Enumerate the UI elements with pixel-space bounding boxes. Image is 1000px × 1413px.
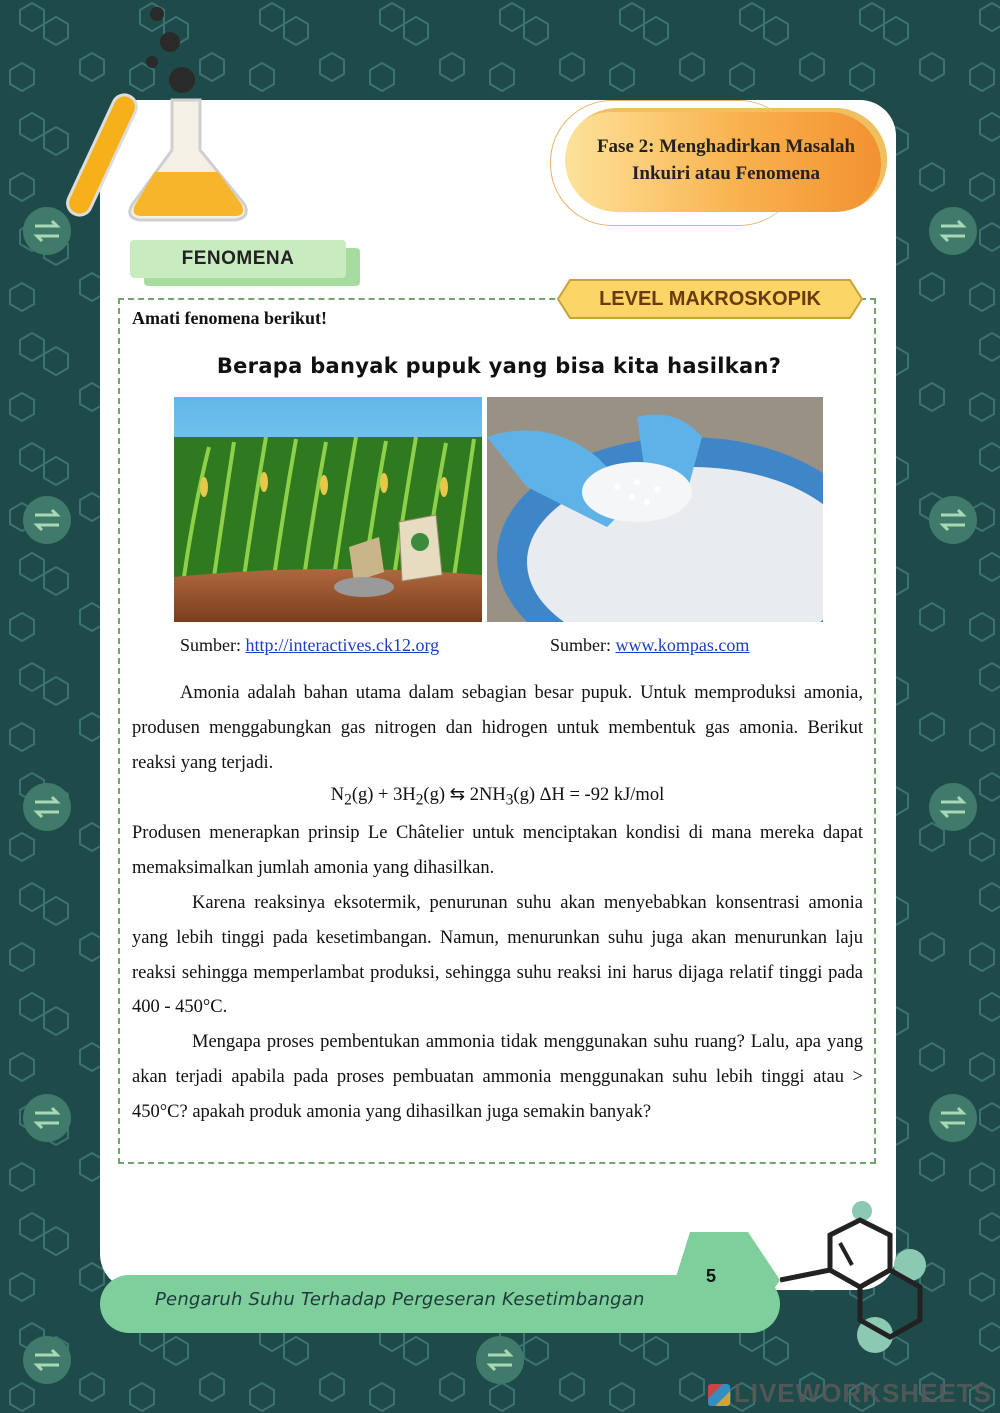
page-number: 5 — [706, 1266, 717, 1286]
paragraph-4: Mengapa proses pembentukan ammonia tidak menggunakan suhu ruang? Lalu, apa yang akan terjadi apabila pada proses pembuatan ammonia menggunakan suhu lebih tinggi atau > 450°C? apakah produk amonia yang dihasilkan juga semakin banyak? — [132, 1032, 863, 1122]
paragraph-2: Produsen menerapkan prinsip Le Châtelier untuk menciptakan kondisi di mana mereka dapat memaksimalkan jumlah amonia yang dihasilkan. — [132, 823, 863, 878]
eq-mid-1: (g) + 3H — [351, 785, 416, 805]
liveworksheets-logo-icon — [708, 1384, 730, 1406]
eq-mid-2: (g) ⇆ 2NH — [423, 785, 506, 805]
liveworksheets-watermark — [708, 1378, 992, 1409]
swap-arrows-icon — [928, 206, 978, 256]
source-caption-left — [180, 635, 439, 656]
fenomena-tab: FENOMENA — [130, 240, 346, 278]
eq-h-sub: 2 — [415, 791, 424, 809]
watermark-text: LIVEWORKSHEETS — [733, 1378, 992, 1408]
swap-arrows-icon — [22, 1335, 72, 1385]
fertilizer-gloves-image — [487, 397, 823, 622]
swap-arrows-icon — [928, 495, 978, 545]
page-number-arrow — [660, 1232, 780, 1328]
swap-arrows-icon — [22, 495, 72, 545]
fase-header — [565, 108, 887, 212]
source-link-kompas[interactable]: www.kompas.com — [615, 635, 750, 655]
reaction-equation — [132, 784, 863, 810]
molecule-decoration-icon — [780, 1195, 930, 1355]
eq-end: (g) ΔH = -92 kJ/mol — [513, 785, 665, 805]
source-link-ck12[interactable]: http://interactives.ck12.org — [245, 635, 440, 655]
eq-n-sub: 2 — [344, 791, 352, 809]
source-caption-right — [550, 635, 749, 656]
eq-nh-sub: 3 — [505, 791, 514, 809]
fase-line-1: Fase 2: Menghadirkan Masalah — [596, 136, 856, 157]
instruction-text: Amati fenomena berikut! — [132, 308, 327, 328]
swap-arrows-icon — [928, 782, 978, 832]
question-heading: Berapa banyak pupuk yang bisa kita hasilkan? — [216, 354, 782, 378]
footer-title: Pengaruh Suhu Terhadap Pergeseran Kesetimbangan — [155, 1289, 645, 1310]
swap-arrows-icon — [928, 1093, 978, 1143]
corn-field-image — [174, 397, 482, 622]
source-prefix: Sumber: — [180, 635, 246, 655]
swap-arrows-icon — [22, 782, 72, 832]
swap-arrows-icon — [22, 1093, 72, 1143]
paragraph-3: Karena reaksinya eksotermik, penurunan suhu akan menyebabkan konsentrasi amonia yang lebih tinggi pada kesetimbangan. Namun, menurunkan suhu juga akan menurunkan laju reaksi sehingga memperlambat produksi, sehingga suhu reaksi ini harus dijaga relatif tinggi pada 400 - 450°C. — [132, 893, 863, 1018]
level-badge: LEVEL MAKROSKOPIK — [599, 287, 821, 310]
source-prefix: Sumber: — [550, 635, 616, 655]
eq-n: N — [330, 785, 345, 805]
flask-illustration-icon — [60, 0, 260, 240]
paragraph-1: Amonia adalah bahan utama dalam sebagian besar pupuk. Untuk memproduksi amonia, produsen menggabungkan gas nitrogen dan hidrogen untuk membentuk gas amonia. Berikut reaksi yang terjadi. — [132, 683, 863, 773]
fase-line-2: Inkuiri atau Fenomena — [632, 163, 820, 184]
swap-arrows-icon — [475, 1335, 525, 1385]
